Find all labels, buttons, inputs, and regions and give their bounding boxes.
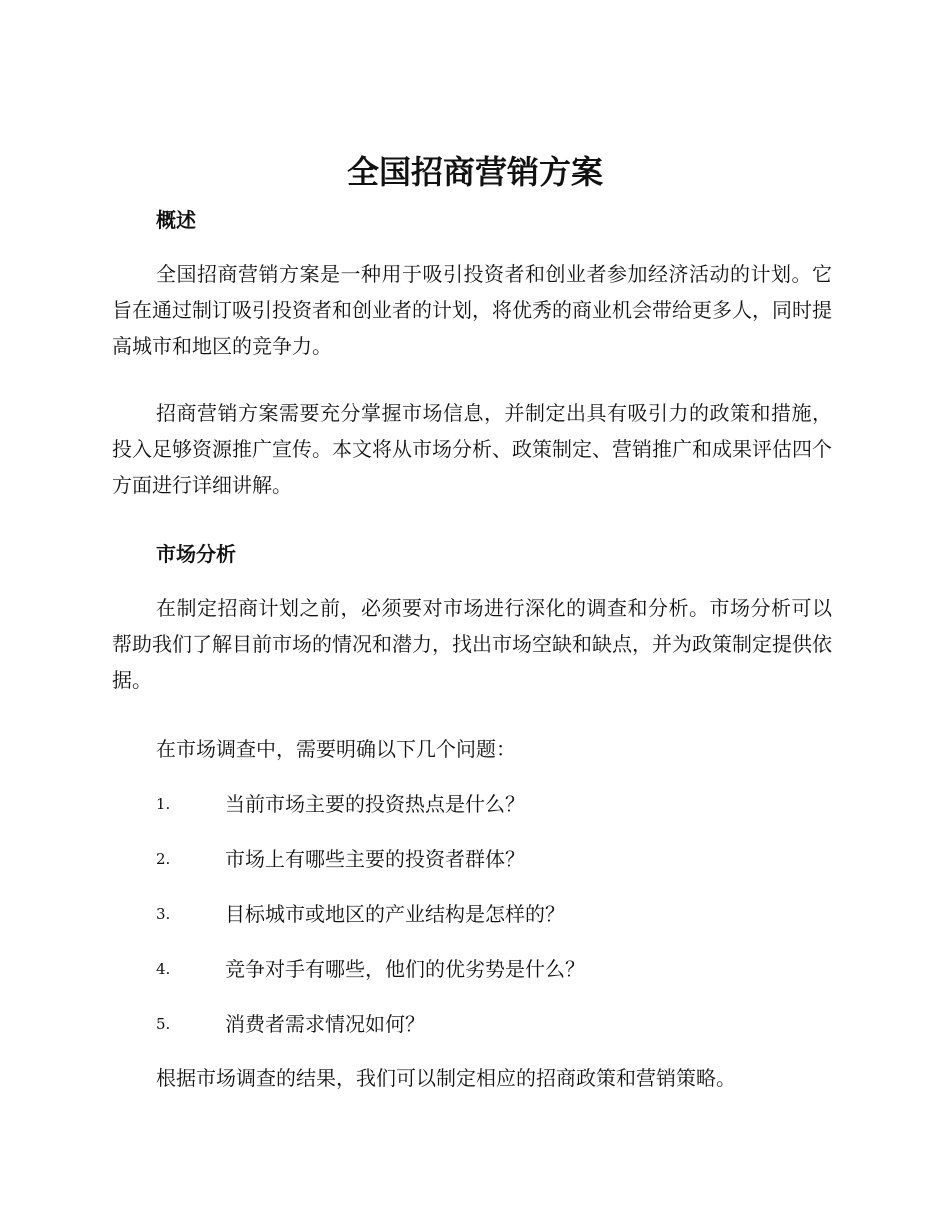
list-item-number: 2. [156,850,171,868]
list-item-number: 4. [156,960,171,978]
list-item-number: 3. [156,905,171,923]
section-heading-overview: 概述 [156,208,196,232]
market-survey-intro: 在市场调查中，需要明确以下几个问题： [156,737,516,761]
list-item-number: 1. [156,795,171,813]
list-item-number: 5. [156,1015,171,1033]
list-item-text: 市场上有哪些主要的投资者群体？ [225,847,525,871]
list-item-text: 当前市场主要的投资热点是什么？ [225,792,525,816]
overview-paragraph-1: 全国招商营销方案是一种用于吸引投资者和创业者参加经济活动的计划。它旨在通过制订吸引投资者和创业者的计划，将优秀的商业机会带给更多人，同时提高城市和地区的竞争力。 [112,262,832,358]
section-heading-market-analysis: 市场分析 [156,542,236,566]
market-survey-conclusion: 根据市场调查的结果，我们可以制定相应的招商政策和营销策略。 [156,1066,736,1090]
market-analysis-paragraph: 在制定招商计划之前，必须要对市场进行深化的调查和分析。市场分析可以帮助我们了解目前市场的情况和潜力，找出市场空缺和缺点，并为政策制定提供依据。 [112,596,832,692]
list-item-text: 目标城市或地区的产业结构是怎样的？ [225,902,565,926]
overview-paragraph-2: 招商营销方案需要充分掌握市场信息，并制定出具有吸引力的政策和措施，投入足够资源推广宣传。本文将从市场分析、政策制定、营销推广和成果评估四个方面进行详细讲解。 [112,401,832,497]
list-item-text: 竞争对手有哪些，他们的优劣势是什么？ [225,957,585,981]
document-title: 全国招商营销方案 [346,153,603,191]
list-item-text: 消费者需求情况如何？ [225,1012,425,1036]
